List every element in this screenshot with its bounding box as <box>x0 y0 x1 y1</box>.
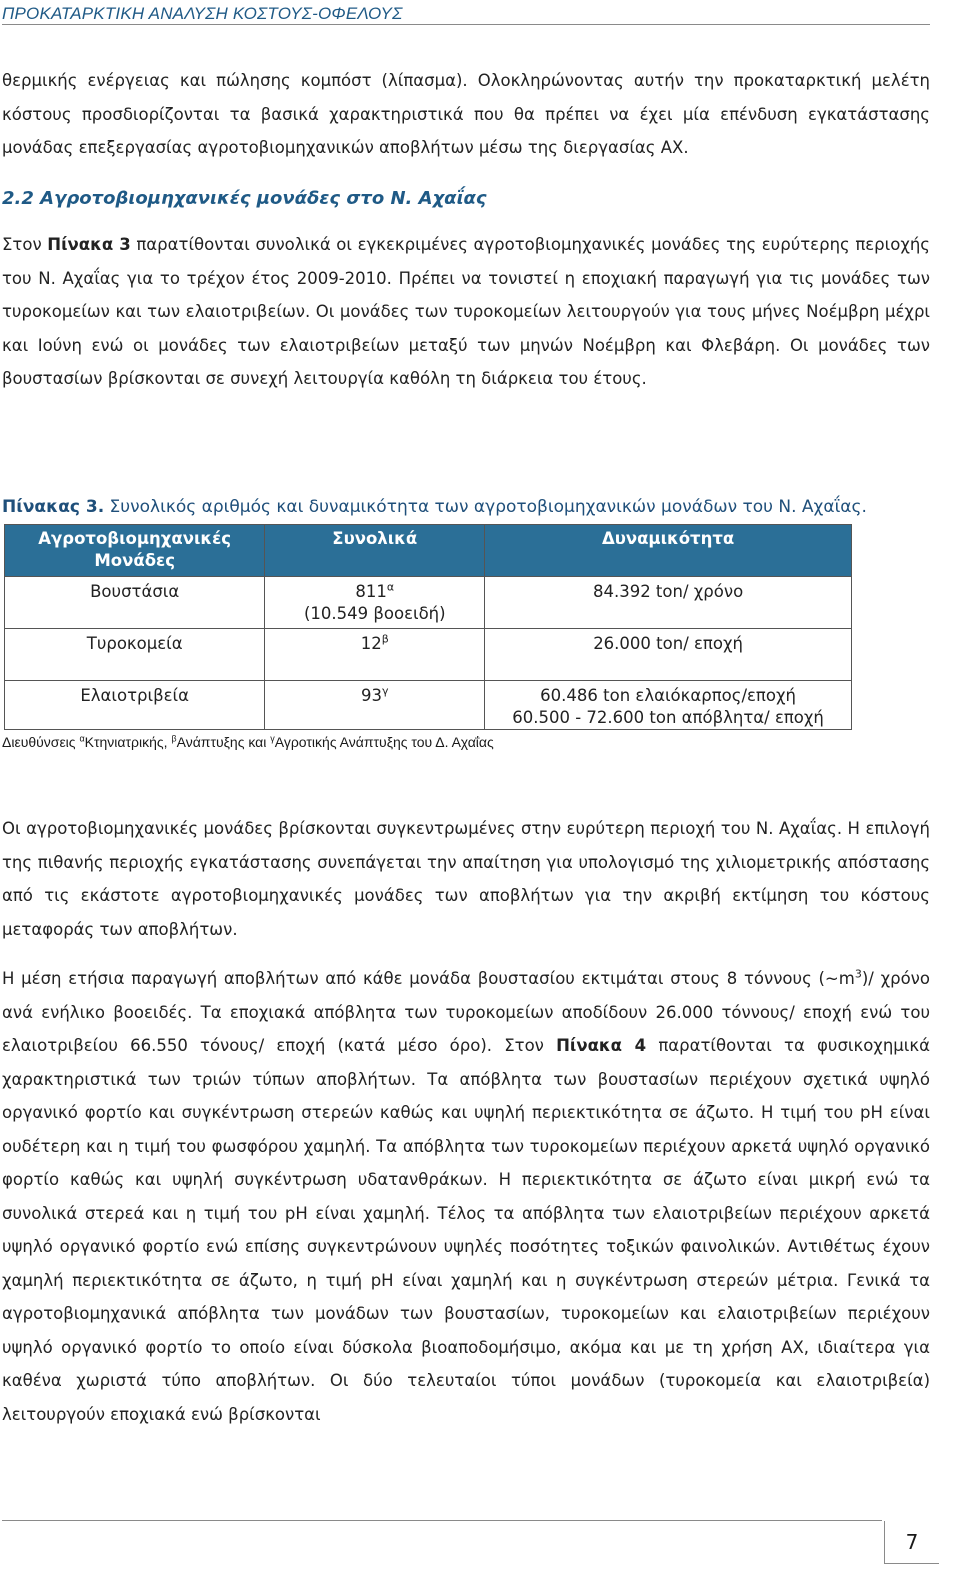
section-paragraph-lead: Στον <box>2 235 48 254</box>
table-row <box>5 577 852 629</box>
section-paragraph-rest: παρατίθονται συνολικά οι εγκεκριμένες αγροτοβιομηχανικές μονάδες της ευρύτερης περιοχής του Ν. Αχαΐας για το τρέχον έτος 2009-2010. Πρέπει να τονιστεί η εποχιακή παραγωγή για τις μονάδες των τυροκομείων και των ελαιοτριβείων. Οι μονάδες των τυροκομείων λειτουργούν για τους μήνες Νοέμβρη μέχρι και Ιούνη ενώ οι μονάδες των ελαιοτριβείων μεταξύ των μηνών Νοέμβρη και Φλεβάρη. Οι μονάδες των βουστασίων βρίσκονται σε συνεχή λειτουργία καθόλη τη διάρκεια του έτους. <box>2 235 930 388</box>
running-header: ΠΡΟΚΑΤΑΡΚΤΙΚΗ ΑΝΑΛΥΣΗ ΚΟΣΤΟΥΣ-ΟΦΕΛΟΥΣ <box>2 4 403 23</box>
table-caption-text: Συνολικός αριθμός και δυναμικότητα των αγροτοβιομηχανικών μονάδων του Ν. Αχαΐας. <box>104 497 867 517</box>
table4-reference: Πίνακα 4 <box>556 1036 647 1055</box>
cell-capacity: 60.486 ton ελαιόκαρπος/εποχή 60.500 - 72.600 ton απόβλητα/ εποχή <box>485 681 852 730</box>
table-row <box>5 681 852 730</box>
header-total: Συνολικά <box>265 525 485 577</box>
header-capacity: Δυναμικότητα <box>485 525 852 577</box>
cell-unit: Ελαιοτριβεία <box>5 681 265 730</box>
location-paragraph: Οι αγροτοβιομηχανικές μονάδες βρίσκονται συγκεντρωμένες στην ευρύτερη περιοχή του Ν. Αχαΐας. Η επιλογή της πιθανής περιοχής εγκατάστασης συνεπάγεται την απαίτηση για υπολογισμό της χιλιομετρικής απόστασης από τις εκάστοτε αγροτοβιομηχανικές μονάδες των αποβλήτων για την ακριβή εκτίμηση του κόστους μεταφοράς των αποβλήτων. <box>2 819 930 939</box>
table-caption-label: Πίνακας 3. <box>2 497 105 517</box>
table-header-row <box>5 525 852 577</box>
units-table <box>4 524 852 730</box>
cell-capacity: 84.392 ton/ χρόνο <box>485 577 852 629</box>
cell-unit: Τυροκομεία <box>5 629 265 681</box>
cell-total: $12^\beta$ <box>265 629 485 681</box>
production-paragraph: Η μέση ετήσια παραγωγή αποβλήτων από κάθε μονάδα βουστασίου εκτιμάται στους 8 τόννους $(\sim m^3)/$ χρόνο ανά ενήλικο βοοειδές. Τα εποχιακά απόβλητα των τυροκομείων αποδίδουν 26.000 τόννους/ εποχή ενώ του ελαιοτριβείου 66.550 τόνους/ εποχή (κατά μέσο όρο). Στον Πίνακα 4 παρατίθονται τα φυσικοχημικά χαρακτηριστικά των τριών τύπων αποβλήτων. Τα απόβλητα των βουστασίων περιέχουν σχετικά υψηλό οργανικό φορτίο και συγκέντρωση στερεών καθώς και υψηλή περιεκτικότητα σε άζωτο. Η τιμή του pH είναι ουδέτερη και η τιμή του φωσφόρου χαμηλή. Τα απόβλητα των τυροκομείων περιέχουν αρκετά υψηλό οργανικό φορτίο καθώς και υψηλή συγκέντρωση υδατανθράκων. Η περιεκτικότητα σε άζωτο είναι μικρή ενώ τα συνολικά στερεά και η τιμή του pH είναι χαμηλή. Τέλος τα απόβλητα των ελαιοτριβείων περιέχουν αρκετά υψηλό οργανικό φορτίο ενώ επίσης συγκεντρώνουν υψηλές ποσότητες τοξικών φαινολικών. Αντιθέτως έχουν χαμηλή περιεκτικότητα σε άζωτο, η τιμή pH είναι χαμηλή και η συγκέντρωση στερεών μέτρια. Γενικά τα αγροτοβιομηχανικά απόβλητα των μονάδων των βουστασίων, τυροκομείων και ελαιοτριβείων περιέχουν υψηλό οργανικό φορτίο το οποίο είναι δύσκολα βιοαποδομήσιμο, ακόμα και με τη χρήση ΑΧ, ιδιαίτερα για καθένα χωριστά τύπο αποβλήτων. Οι δύο τελευταίοι τύποι μονάδων (τυροκομεία και ελαιοτριβεία) λειτουργούν εποχιακά ενώ βρίσκονται <box>2 967 930 1424</box>
section-title: 2.2 Αγροτοβιομηχανικές μονάδες στο Ν. Αχαΐας <box>2 188 487 209</box>
table-reference: Πίνακα 3 <box>47 235 131 254</box>
intro-paragraph: θερμικής ενέργειας και πώλησης κομπόστ (λίπασμα). Ολοκληρώνοντας αυτήν την προκαταρκτική μελέτη κόστους προσδιορίζονται τα βασικά χαρακτηριστικά που θα πρέπει να έχει μία επένδυση εγκατάστασης μονάδας επεξεργασίας αγροτοβιομηχανικών αποβλήτων μέσω της διεργασίας ΑΧ. <box>2 71 930 157</box>
table-row <box>5 629 852 681</box>
table-caption <box>2 494 930 520</box>
page-number: 7 <box>884 1521 939 1564</box>
header-divider <box>2 24 930 25</box>
header-units: Αγροτοβιομηχανικές Μονάδες <box>5 525 265 577</box>
cell-unit: Βουστάσια <box>5 577 265 629</box>
footer-divider <box>2 1520 882 1521</box>
cell-total: $811^\alpha$ (10.549 βοοειδή) <box>265 577 485 629</box>
cell-total: $93^\gamma$ <box>265 681 485 730</box>
table-source-note: Διευθύνσεις $^\alpha$Κτηνιατρικής, $^\beta$Ανάπτυξης και $^\gamma$Αγροτικής Ανάπτυξης του Δ. Αχαΐας <box>2 733 494 750</box>
section-paragraph <box>2 228 930 396</box>
cell-capacity: 26.000 ton/ εποχή <box>485 629 852 681</box>
